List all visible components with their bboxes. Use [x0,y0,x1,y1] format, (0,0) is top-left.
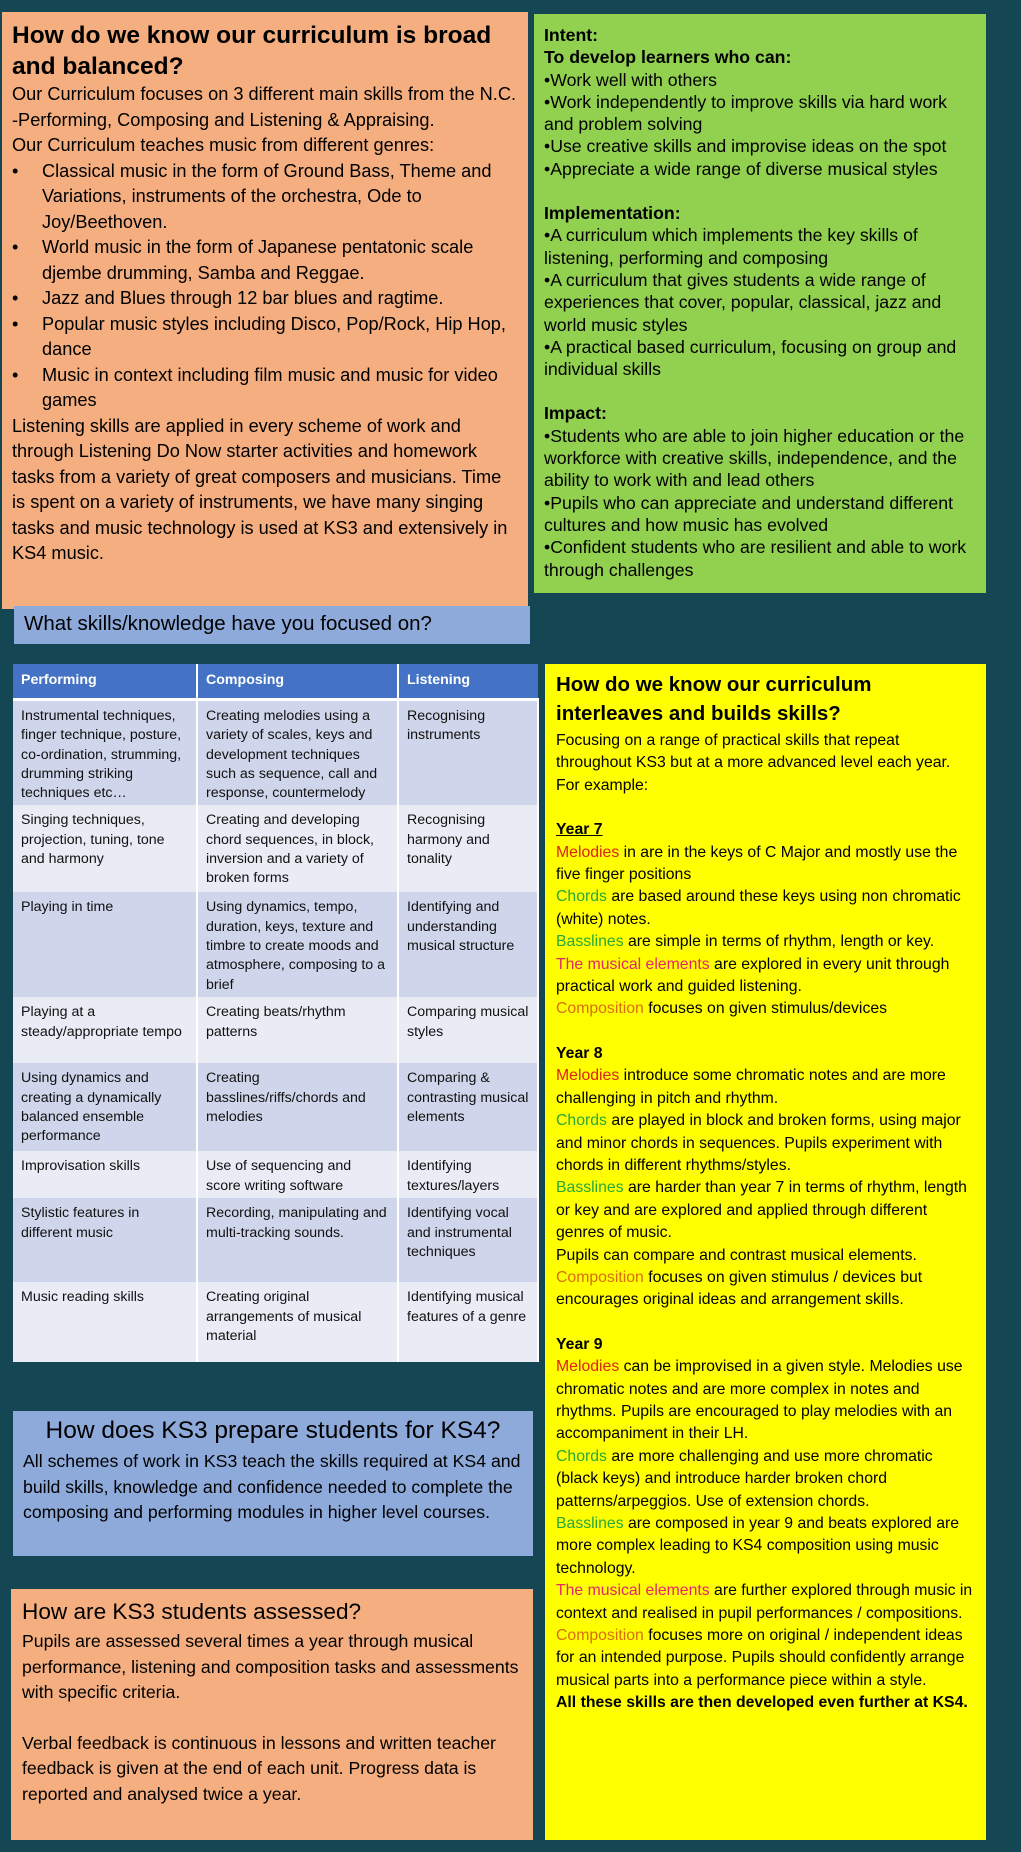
table-cell: Identifying and understanding musical structure [398,892,538,997]
broad-balanced-panel [2,12,528,609]
table-cell: Playing at a steady/appropriate tempo [13,997,197,1063]
text: focuses more on original / independent ideas for an intended purpose. Pupils should confidently arrange musical parts into a performance piece within a style. [556,1627,965,1689]
table-cell: Comparing musical styles [398,997,538,1063]
keyword-chords: Chords [556,1447,607,1465]
year-9-chords [556,1446,976,1513]
table-row [13,1282,538,1362]
text: are harder than year 7 in terms of rhythm, length or key and are explored and applied through different genres of music. [556,1179,967,1242]
text: focuses on given stimulus / devices but encourages original ideas and arrangement skills. [556,1268,923,1309]
genre-list [12,159,518,414]
interleave-example: For example: [556,776,649,794]
text: in are in the keys of C Major and mostly use the five finger positions [556,843,958,884]
keyword-melodies: Melodies [556,1067,620,1085]
year-7-musical-elements [556,954,976,999]
assessment-heading: How are KS3 students assessed? [22,1599,362,1624]
keyword-chords: Chords [556,888,607,906]
year-8-compare: Pupils can compare and contrast musical elements. [556,1246,917,1264]
year-9-basslines [556,1513,976,1580]
column-header-listening: Listening [398,664,538,700]
table-cell: Instrumental techniques, finger technique, posture, co-ordination, strumming, drumming striking techniques etc… [13,700,197,806]
year-7-chords [556,886,976,931]
assessment-panel [11,1589,533,1840]
list-item: •A practical based curriculum, focusing on group and individual skills [544,336,957,380]
list-item: •Pupils who can appreciate and understand different cultures and how music has evolved [544,492,954,535]
table-cell: Comparing & contrasting musical elements [398,1063,538,1151]
table-cell: Identifying vocal and instrumental techniques [398,1198,538,1282]
keyword-basslines: Basslines [556,1515,624,1532]
year-9-melodies [556,1356,976,1446]
keyword-chords: Chords [556,1112,607,1130]
year-9-composition [556,1625,976,1692]
intent-heading: Intent: [544,25,599,45]
list-item: •A curriculum which implements the key skills of listening, performing and composing [544,225,918,268]
interleave-closing: All these skills are then developed even further at KS4. [556,1694,968,1712]
assessment-para-1: Pupils are assessed several times a year through musical performance, listening and composition tasks and assessments with specific criteria. [22,1631,519,1702]
text: are explored in every unit through practical work and guided listening. [556,955,950,996]
keyword-basslines: Basslines [556,933,624,951]
keyword-melodies: Melodies [556,1358,620,1376]
interleave-heading: How do we know our curriculum interleaves and builds skills? [556,673,872,725]
year-8-basslines [556,1177,976,1244]
impact-heading: Impact: [544,403,607,424]
interleave-panel [545,664,986,1840]
keyword-basslines: Basslines [556,1179,624,1197]
list-item: • Popular music styles including Disco, Pop/Rock, Hip Hop, dance [42,312,518,363]
text: are composed in year 9 and beats explored are more complex leading to KS4 composition using music technology. [556,1515,960,1577]
table-row [13,1198,538,1282]
table-row [13,997,538,1063]
list-item: •Use creative skills and improvise ideas on the spot [544,136,947,157]
year-8-title: Year 8 [556,1044,603,1062]
table-cell: Improvisation skills [13,1151,197,1198]
broad-balanced-heading: How do we know our curriculum is broad and balanced? [12,22,492,80]
table-row [13,805,538,892]
text: are based around these keys using non chromatic (white) notes. [556,888,961,928]
list-item: •Confident students who are resilient and able to work through challenges [544,537,967,580]
year-9-musical-elements [556,1580,976,1625]
list-item: • Jazz and Blues through 12 bar blues and ragtime. [42,286,518,312]
table-cell: Recognising instruments [398,700,538,806]
list-item: • Music in context including film music and music for video games [42,363,518,414]
year-8-composition [556,1267,976,1312]
table-cell: Stylistic features in different music [13,1198,197,1282]
table-cell: Creating melodies using a variety of scales, keys and development techniques such as sequence, call and response, countermelody [197,700,398,806]
table-row [13,892,538,997]
table-row [13,1063,538,1151]
list-item: • World music in the form of Japanese pentatonic scale djembe drumming, Samba and Reggae. [42,235,518,286]
table-header-row [13,664,538,700]
interleave-intro: Focusing on a range of practical skills that repeat throughout KS3 but at a more advanced level each year. [556,732,951,772]
list-item: •Students who are able to join higher education or the workforce with creative skills, independence, and the ability to work with and lead others [544,425,965,491]
year-7-title: Year 7 [556,821,603,839]
keyword-composition: Composition [556,1000,644,1018]
text: are further explored through music in context and realised in pupil performances / compositions. [556,1582,973,1622]
keyword-musical-elements: The musical elements [556,1582,710,1600]
year-9-title: Year 9 [556,1335,603,1353]
ks4-body: All schemes of work in KS3 teach the skills required at KS4 and build skills, knowledge and confidence needed to complete the composing and performing modules in higher level courses. [23,1451,521,1522]
table-row [13,700,538,806]
text: can be improvised in a given style. Melodies use chromatic notes and are more complex in notes and rhythms. Pupils are encouraged to play melodies with an accompaniment in their LH. [556,1358,963,1443]
intent-panel [534,14,986,593]
genres-intro: Our Curriculum teaches music from different genres: [12,135,435,155]
year-8-melodies [556,1065,976,1110]
text: focuses on given stimulus/devices [643,1000,888,1018]
list-item: •Work independently to improve skills via hard work and problem solving [544,91,948,135]
list-item: •Work well with others [544,69,717,90]
table-cell: Playing in time [13,892,197,997]
text: are simple in terms of rhythm, length or key. [623,933,935,951]
ks4-preparation-panel [13,1411,533,1556]
implementation-heading: Implementation: [544,203,681,224]
table-cell: Creating basslines/riffs/chords and melodies [197,1063,398,1151]
table-cell: Singing techniques, projection, tuning, tone and harmony [13,805,197,892]
table-cell: Identifying musical features of a genre [398,1282,538,1362]
broad-closing: Listening skills are applied in every scheme of work and through Listening Do Now starter activities and homework tasks from a variety of great composers and musicians. Time is spent on a variety of instruments, we have many singing tasks and music technology is used at KS3 and extensively in KS4 music. [12,415,508,563]
broad-intro: Our Curriculum focuses on 3 different main skills from the N.C. -Performing, Composing and Listening & Appraising. [12,84,517,130]
keyword-composition: Composition [556,1268,644,1286]
intent-subheading: To develop learners who can: [544,47,792,68]
table-cell: Identifying textures/layers [398,1151,538,1198]
table-cell: Using dynamics and creating a dynamically balanced ensemble performance [13,1063,197,1151]
skills-question-banner: What skills/knowledge have you focused on? [14,606,530,644]
keyword-melodies: Melodies [556,843,620,861]
table-cell: Recording, manipulating and multi-tracking sounds. [197,1198,398,1282]
keyword-composition: Composition [556,1627,644,1645]
assessment-para-2: Verbal feedback is continuous in lessons and written teacher feedback is given at the end of each unit. Progress data is reported and analysed twice a year. [22,1732,496,1804]
keyword-musical-elements: The musical elements [556,955,710,973]
year-8-chords [556,1110,976,1177]
text: introduce some chromatic notes and are more challenging in pitch and rhythm. [556,1067,946,1107]
table-cell: Creating and developing chord sequences, in block, inversion and a variety of broken forms [197,805,398,892]
list-item: •Appreciate a wide range of diverse musical styles [544,158,938,179]
table-cell: Use of sequencing and score writing software [197,1151,398,1198]
skills-table [13,664,539,1362]
table-cell: Creating original arrangements of musical material [197,1282,398,1362]
list-item: • Classical music in the form of Ground Bass, Theme and Variations, instruments of the orchestra, Ode to Joy/Beethoven. [42,159,518,236]
text: are played in block and broken forms, using major and minor chords in sequences. Pupils experiment with chords in different rhythms/styles. [556,1112,961,1174]
list-item: •A curriculum that gives students a wide range of experiences that cover, popular, classical, jazz and world music styles [544,269,942,335]
text: are more challenging and use more chromatic (black keys) and introduce harder broken chord patterns/arpeggios. Use of extension chords. [556,1447,933,1510]
table-cell: Music reading skills [13,1282,197,1362]
year-7-composition [556,998,976,1020]
column-header-performing: Performing [13,664,197,700]
table-cell: Creating beats/rhythm patterns [197,997,398,1063]
table-row [13,1151,538,1198]
table-cell: Recognising harmony and tonality [398,805,538,892]
table-cell: Using dynamics, tempo, duration, keys, texture and timbre to create moods and atmosphere, composing to a brief [197,892,398,997]
column-header-composing: Composing [197,664,398,700]
ks4-heading: How does KS3 prepare students for KS4? [45,1417,501,1444]
year-7-basslines [556,931,976,953]
year-7-melodies [556,842,976,887]
